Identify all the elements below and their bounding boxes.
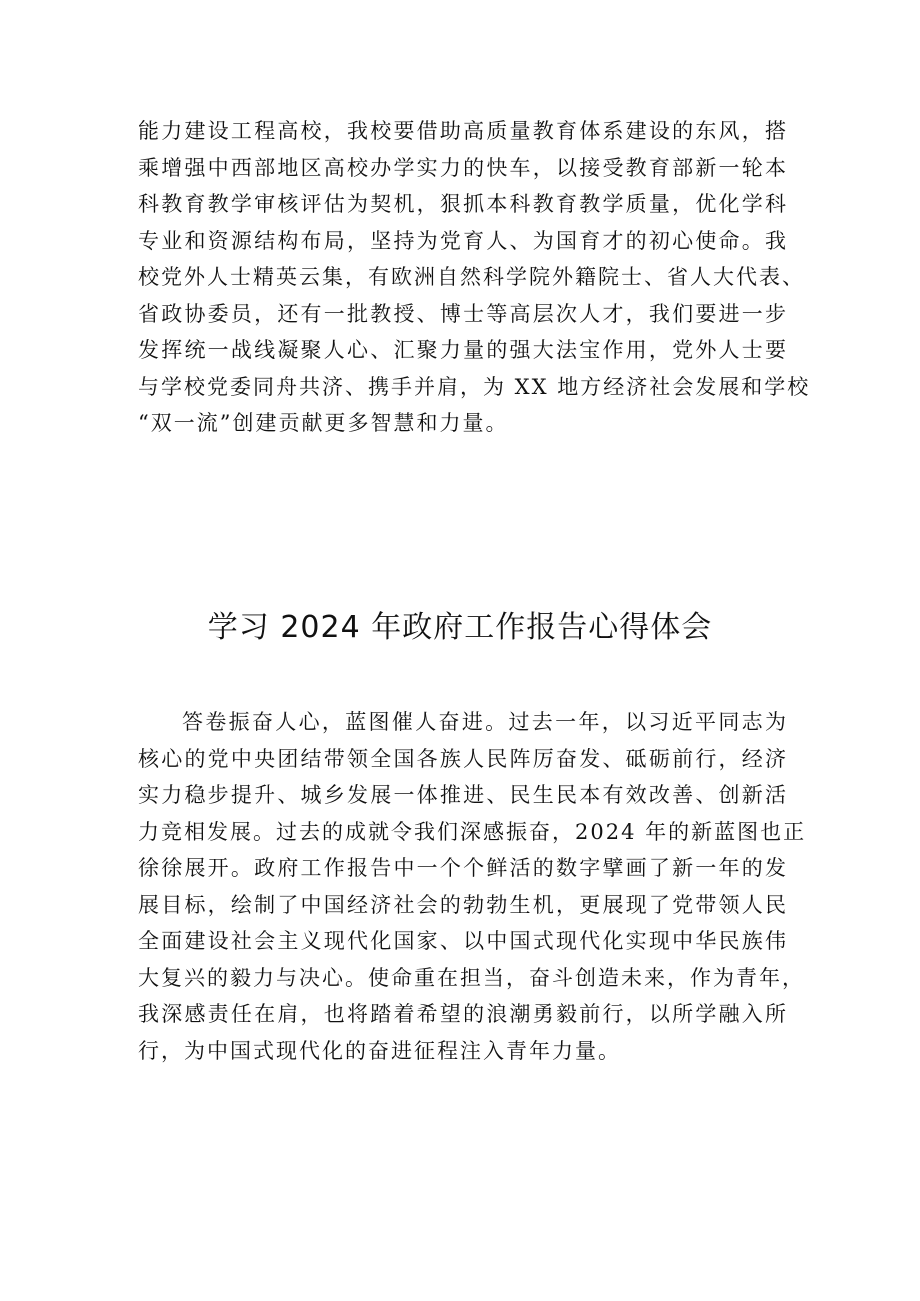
paragraph-line: 与学校党委同舟共济、携手并肩，为 XX 地方经济社会发展和学校 xyxy=(138,374,811,399)
paragraph-line: 展目标，绘制了中国经济社会的勃勃生机，更展现了党带领人民 xyxy=(138,892,788,917)
paragraph-line: 省政协委员，还有一批教授、博士等高层次人才，我们要进一步 xyxy=(138,301,788,326)
paragraph-line: 核心的党中央团结带领全国各族人民阵厉奋发、砥砺前行，经济 xyxy=(138,746,788,771)
paragraph-line: 发挥统一战线凝聚人心、汇聚力量的强大法宝作用，党外人士要 xyxy=(138,338,788,362)
paragraph-line: 行，为中国式现代化的奋进征程注入青年力量。 xyxy=(138,1038,621,1063)
paragraph-line: 全面建设社会主义现代化国家、以中国式现代化实现中华民族伟 xyxy=(138,929,788,953)
paragraph-line: 能力建设工程高校，我校要借助高质量教育体系建设的东风，搭 xyxy=(138,119,788,143)
paragraph-continuation xyxy=(138,113,811,442)
paragraph-line: 校党外人士精英云集，有欧洲自然科学院外籍院士、省人大代表、 xyxy=(138,265,805,289)
paragraph-line: 乘增强中西部地区高校办学实力的快车，以接受教育部新一轮本 xyxy=(138,155,788,180)
paragraph-line: 专业和资源结构布局，坚持为党育人、为国育才的初心使命。我 xyxy=(138,228,788,253)
paragraph-line: 徐徐展开。政府工作报告中一个个鲜活的数字擘画了新一年的发 xyxy=(138,856,788,880)
paragraph-body xyxy=(138,704,807,1069)
section-title: 学习 2024 年政府工作报告心得体会 xyxy=(207,610,713,645)
paragraph-line: 科教育教学审核评估为契机，狠抓本科教育教学质量，优化学科 xyxy=(138,192,788,216)
paragraph-line: 大复兴的毅力与决心。使命重在担当，奋斗创造未来，作为青年， xyxy=(138,965,805,990)
paragraph-line: 答卷振奋人心，蓝图催人奋进。过去一年，以习近平同志为 xyxy=(182,710,788,734)
paragraph-line: 实力稳步提升、城乡发展一体推进、民生民本有效改善、创新活 xyxy=(138,783,788,807)
paragraph-line: “双一流”创建贡献更多智慧和力量。 xyxy=(138,411,509,435)
paragraph-line: 我深感责任在肩，也将踏着希望的浪潮勇毅前行，以所学融入所 xyxy=(138,1002,788,1026)
paragraph-line: 力竞相发展。过去的成就令我们深感振奋，2024 年的新蓝图也正 xyxy=(138,819,807,844)
